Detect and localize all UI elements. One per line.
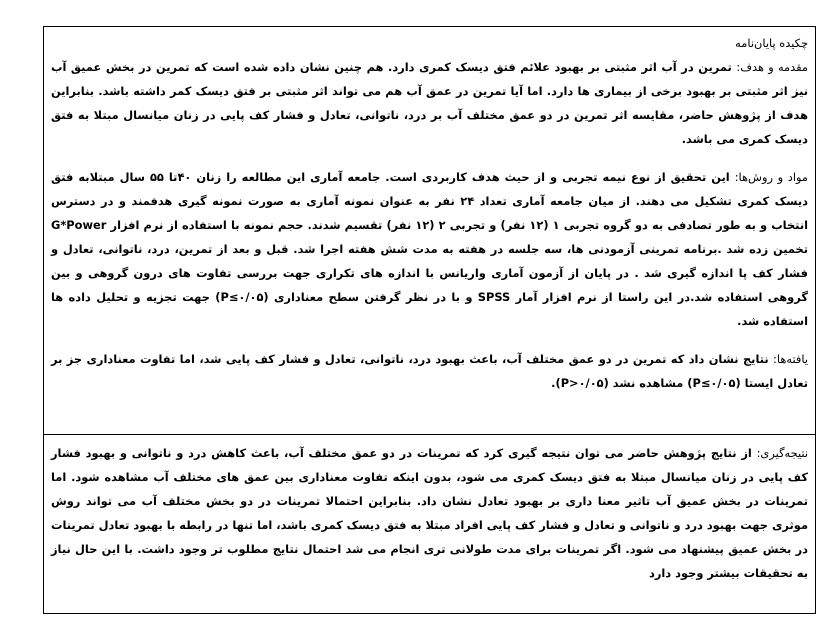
methods-paragraph [51,165,808,333]
findings-paragraph [51,347,808,395]
intro-text: تمرین در آب اثر مثبتی بر بهبود علائم فتق دیسک کمری دارد. هم چنین نشان داده شده است که تمرین در بخش عمیق آب نیز اثر مثبتی بر بهبود برخی از بیماری ها دارد. اما آیا تمرین در عمق آب هم می تواند اثر مثبتی بر فتق دیسک کمر داشته باشد. بنابراین هدف از پژوهش حاضر، مقایسه اثر تمرین در دو عمق مختلف آب بر درد، ناتوانی، تعادل و فشار کف پایی در زنان میانسال مبتلا به فتق دیسک کمری می باشد. [51,60,808,146]
intro-paragraph [51,31,808,151]
conclusion-cell [44,435,815,613]
methods-text: این تحقیق از نوع نیمه تجربی و از حیث هدف کاربردی است. جامعه آماری این مطالعه را زنان ۴۰تا ۵۵ سال مبتلابه فتق دیسک کمری تشکیل می دهند. از میان جامعه آماری تعداد ۲۴ نفر به عنوان نمونه آماری به صورت نمونه گیری هدفمند و در دسترس انتخاب و به طور تصادفی به دو گروه تجربی ۱ (۱۲ نفر) و تجربی ۲ (۱۲ نفر) تقسیم شدند. حجم نمونه با استفاده از نرم افزار G*Power تخمین زده شد .برنامه تمرینی آزمودنی ها، سه جلسه در هفته به مدت شش هفته اجرا شد. قبل و بعد از تمرین، درد، ناتوانی، تعادل و فشار کف پا اندازه گیری شد . در پایان از آزمون آماری واریانس با اندازه های تکراری جهت بررسی تفاوت های درون گروهی و بین گروهی استفاده شد.در این راستا از نرم افزار آمار SPSS و با در نظر گرفتن سطح معناداری (P≤۰/۰۵) جهت تجزیه و تحلیل داده ها استفاده شد. [51,170,808,328]
conclusion-paragraph [51,441,808,585]
conclusion-text: از نتایج پژوهش حاضر می توان نتیجه گیری کرد که تمرینات در دو عمق مختلف آب، باعث کاهش درد و ناتوانی و بهبود فشار کف پایی در زنان میانسال مبتلا به فتق دیسک کمری می شود، بدون اینکه تفاوت معناداری بین عمق های مختلف آب مشاهده شود. اما تمرینات در بخش عمیق آب تاثیر معنا داری بر بهبود تعادل نشان داد. بنابراین احتمالا تمرینات در دو بخش مختلف آب می تواند روش موثری جهت بهبود درد و ناتوانی و تعادل و فشار کف پایی افراد مبتلا به فتق دیسک کمری باشد، اما تنها در رابطه با بهبود تعادل تمرینات در بخش عمیق پیشنهاد می شود. اگر تمرینات برای مدت طولانی تری انجام می شد احتمال نتایج مطلوب تر وجود داشت. با این حال نیاز به تحقیقات بیشتر وجود دارد [51,446,808,580]
abstract-text [44,27,815,395]
conclusion-text-block [44,435,815,585]
findings-text: نتایج نشان داد که تمرین در دو عمق مختلف آب، باعث بهبود درد، ناتوانی، تعادل و فشار کف پایی شد، اما تفاوت معناداری جز بر تعادل ایستا (P≤۰/۰۵) مشاهده نشد (P>۰/۰۵). [51,352,808,390]
conclusion-label: نتیجه‌گیری: [756,446,808,460]
methods-label: مواد و روش‌ها: [734,170,808,184]
abstract-title: چکیده پایان‌نامه [735,36,808,50]
findings-label: یافته‌ها: [773,352,808,366]
abstract-cell [44,27,815,435]
intro-label: مقدمه و هدف: [736,60,808,74]
abstract-table [43,26,816,614]
